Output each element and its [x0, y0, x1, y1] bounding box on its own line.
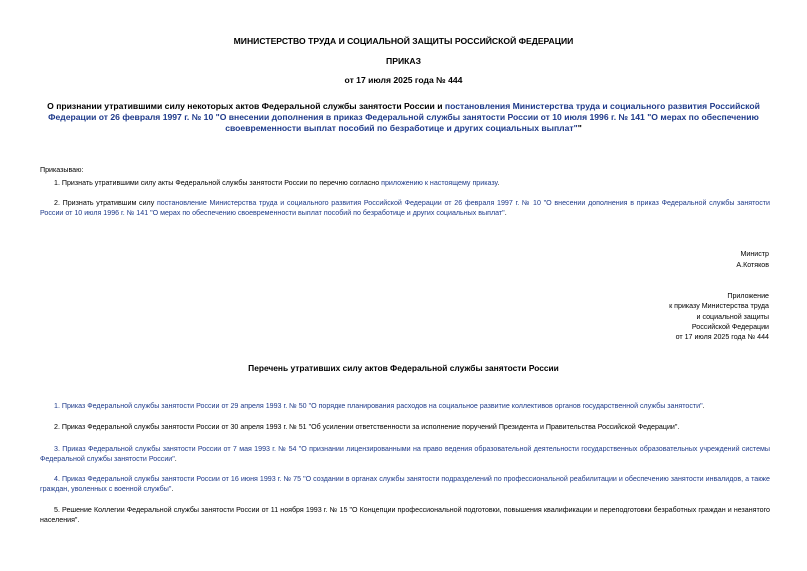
resolution-link[interactable]: постановление Министерства труда и социального развития Российской Федерации от 26 февраля 1997 г. № 10 "О внесении дополнения в приказ Федеральной службы занятости России от 10 июля 1996 г. № 141 "О мерах по обеспечению своевременности выплат пособий по безработице и других социальных выплат" [40, 199, 770, 218]
appendix-label: Приложение [727, 292, 769, 300]
signature-position: Министр [740, 250, 769, 258]
list-title: Перечень утративших силу актов Федеральной службы занятости России [248, 363, 559, 373]
list-item-5: 5. Решение Коллегии Федеральной службы занятости России от 11 ноября 1993 г. № 15 "О Концепции профессиональной подготовки, повышения квалификации и переподготовки безработных граждан и незанятого населения". [40, 506, 770, 525]
title-resolution-link[interactable]: постановления Министерства труда и социального развития Российской Федерации от 26 февраля 1997 г. № 10 "О внесении дополнения в приказ Федеральной службы занятости России от 10 июля 1996 г. № 141 "О мерах по обеспечению своевременности выплат пособий по безработице и других социальных выплат" [48, 101, 760, 134]
document-title [36, 101, 771, 135]
appendix-line-1: к приказу Министерства труда [669, 302, 769, 311]
list-item-3 [40, 444, 770, 465]
appendix-line-4: от 17 июля 2025 года № 444 [675, 333, 769, 342]
list-item-3-link[interactable]: 3. Приказ Федеральной службы занятости России от 7 мая 1993 г. № 54 "О признании лицензированными на право ведения образовательной деятельности государственных образовательных учреждений системы Федеральной службы занятости России" [40, 445, 770, 464]
list-item-4-end: . [171, 485, 174, 494]
list-item-1-end: . [702, 402, 705, 410]
date-number-heading: от 17 июля 2025 года № 444 [344, 75, 463, 85]
appendix-link[interactable]: приложению к настоящему приказу [381, 179, 498, 187]
appendix-block [669, 291, 769, 342]
list-item-2: 2. Приказ Федеральной службы занятости России от 30 апреля 1993 г. № 51 "Об усилении ответственности за исполнение поручений Президента и Правительства Российской Федерации". [54, 423, 680, 431]
appendix-line-2: и социальной защиты [696, 312, 769, 321]
list-item-4-link[interactable]: 4. Приказ Федеральной службы занятости России от 16 июня 1993 г. № 75 "О создании в органах службы занятости подразделений по профессиональной реабилитации и обеспечению занятости инвалидов, а также граждан, уволенных с военной службы" [40, 475, 770, 494]
title-text-end: " [577, 123, 582, 134]
signature-name: А.Котяков [736, 261, 769, 269]
order-item-2-text: 2. Признать утратившим силу [54, 199, 157, 207]
order-item-2 [40, 198, 770, 219]
order-item-1-end: . [497, 179, 500, 187]
order-item-2-end: . [504, 209, 507, 218]
list-item-1-link[interactable]: 1. Приказ Федеральной службы занятости России от 29 апреля 1993 г. № 50 "О порядке планирования расходов на социальное развитие коллективов органов государственной службы занятости" [54, 402, 703, 410]
title-text: О признании утратившими силу некоторых актов Федеральной службы занятости России и [47, 101, 445, 111]
doc-type-heading: ПРИКАЗ [386, 56, 421, 66]
appendix-line-3: Российской Федерации [691, 322, 769, 331]
list-item-4 [40, 474, 770, 495]
list-item-3-end: . [174, 455, 177, 464]
order-item-1 [40, 179, 770, 189]
order-intro: Приказываю: [40, 166, 84, 174]
list-item-1 [40, 402, 770, 412]
ministry-heading: МИНИСТЕРСТВО ТРУДА И СОЦИАЛЬНОЙ ЗАЩИТЫ РОССИЙСКОЙ ФЕДЕРАЦИИ [233, 36, 574, 46]
order-item-1-text: 1. Признать утратившими силу акты Федеральной службы занятости России по перечню согласно [54, 179, 382, 187]
